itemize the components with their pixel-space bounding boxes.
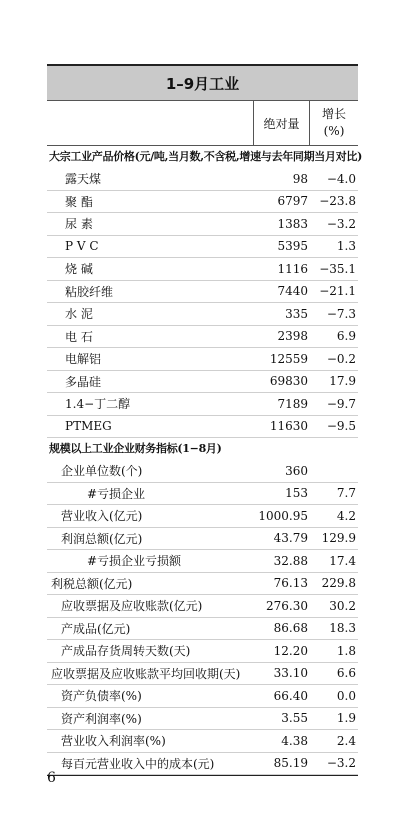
table-row	[47, 168, 358, 191]
table-row	[47, 618, 358, 641]
table-row	[47, 416, 358, 439]
header-growth	[309, 101, 358, 145]
row-growth: 18.3	[329, 621, 356, 636]
row-growth: −23.8	[319, 194, 356, 209]
row-label: 每百元营业收入中的成本(元)	[61, 756, 215, 771]
row-label: 资产利润率(%)	[61, 711, 142, 726]
row-value: 3.55	[281, 711, 308, 726]
row-growth: 229.8	[321, 576, 356, 591]
table-row	[47, 595, 358, 618]
row-label: 企业单位数(个)	[61, 464, 143, 479]
row-label: PTMEG	[65, 419, 112, 434]
row-value: 1000.95	[258, 508, 308, 523]
row-growth: 1.9	[336, 711, 356, 726]
row-value: 66.40	[273, 688, 308, 703]
table-row	[47, 281, 358, 304]
row-label: 多晶硅	[65, 374, 102, 389]
row-label: 资产负债率(%)	[61, 689, 142, 704]
table-row	[47, 708, 358, 731]
row-value: 12559	[269, 351, 308, 366]
row-growth: −7.3	[326, 306, 356, 321]
row-label: 电解铝	[65, 352, 102, 367]
table-row	[47, 573, 358, 596]
row-growth: 2.4	[336, 733, 356, 748]
row-value: 5395	[277, 239, 308, 254]
finance-rows	[47, 460, 358, 776]
table-row	[47, 753, 358, 776]
row-value: 335	[285, 306, 308, 321]
row-label: 营业收入利润率(%)	[61, 734, 166, 749]
table-row	[47, 640, 358, 663]
stats-table	[47, 64, 363, 776]
table-row	[47, 685, 358, 708]
row-label: P V C	[65, 239, 99, 254]
row-growth: −21.1	[319, 284, 356, 299]
row-label: 应收票据及应收账款平均回收期(天)	[51, 666, 241, 681]
row-growth: 30.2	[329, 598, 356, 613]
row-growth: 0.0	[336, 688, 356, 703]
table-row	[47, 505, 358, 528]
row-label: 水 泥	[65, 307, 93, 322]
table-header	[47, 101, 358, 146]
row-label: 聚 酯	[65, 194, 93, 209]
row-value: 2398	[277, 329, 308, 344]
row-growth: 17.9	[329, 374, 356, 389]
price-rows	[47, 168, 358, 438]
row-label: 烧 碱	[65, 262, 93, 277]
table-row	[47, 213, 358, 236]
row-label: 粘胶纤维	[65, 284, 114, 299]
row-growth: 17.4	[329, 553, 356, 568]
table-row	[47, 460, 358, 483]
row-value: 1383	[277, 216, 308, 231]
section-heading-prices: 大宗工业产品价格(元/吨,当月数,不含税,增速与去年同期当月对比)	[49, 150, 363, 163]
row-value: 43.79	[273, 531, 308, 546]
row-label: 产成品(亿元)	[61, 621, 131, 636]
table-row	[47, 393, 358, 416]
row-label: 产成品存货周转天数(天)	[61, 644, 191, 659]
row-growth: 129.9	[321, 531, 356, 546]
row-value: 360	[285, 463, 308, 478]
row-label: 1.4−丁二醇	[65, 397, 131, 412]
row-label: #亏损企业	[87, 486, 146, 501]
row-value: 153	[285, 486, 308, 501]
row-label: 营业收入(亿元)	[61, 509, 143, 524]
table-row	[47, 236, 358, 259]
row-label: 应收票据及应收账款(亿元)	[61, 599, 203, 614]
row-growth: 6.6	[336, 666, 356, 681]
row-value: 33.10	[273, 666, 308, 681]
row-value: 7189	[277, 396, 308, 411]
table-row	[47, 528, 358, 551]
row-growth: 7.7	[336, 486, 356, 501]
row-value: 6797	[277, 194, 308, 209]
table-row	[47, 483, 358, 506]
header-label-col	[47, 101, 253, 145]
table-row	[47, 730, 358, 753]
row-growth: −35.1	[319, 261, 356, 276]
table-row	[47, 663, 358, 686]
section-heading-finance: 规模以上工业企业财务指标(1−8月)	[49, 442, 222, 455]
row-value: 276.30	[266, 598, 308, 613]
header-growth-unit: (%)	[323, 124, 345, 138]
row-value: 85.19	[273, 756, 308, 771]
row-label: 露天煤	[65, 172, 102, 187]
table-title: 1–9月工业	[47, 64, 358, 101]
table-row	[47, 550, 358, 573]
row-value: 98	[292, 171, 308, 186]
row-value: 4.38	[281, 733, 308, 748]
table-row	[47, 258, 358, 281]
header-absolute: 绝对量	[253, 101, 309, 145]
row-value: 12.20	[273, 643, 308, 658]
row-growth: −3.2	[326, 756, 356, 771]
row-value: 76.13	[273, 576, 308, 591]
row-value: 86.68	[273, 621, 308, 636]
row-growth: −4.0	[326, 171, 356, 186]
row-growth: 1.3	[336, 239, 356, 254]
row-label: 利税总额(亿元)	[51, 576, 133, 591]
row-label: #亏损企业亏损额	[87, 554, 182, 569]
table-row	[47, 326, 358, 349]
table-row	[47, 371, 358, 394]
table-row	[47, 348, 358, 371]
row-growth: −3.2	[326, 216, 356, 231]
row-label: 电 石	[65, 329, 93, 344]
row-growth: 1.8	[336, 643, 356, 658]
row-growth: 6.9	[336, 329, 356, 344]
table-row	[47, 191, 358, 214]
row-value: 32.88	[273, 553, 308, 568]
row-label: 尿 素	[65, 217, 93, 232]
table-row	[47, 303, 358, 326]
row-value: 1116	[277, 261, 308, 276]
header-growth-label: 增长	[321, 107, 346, 121]
row-value: 7440	[277, 284, 308, 299]
row-label: 利润总额(亿元)	[61, 531, 143, 546]
row-growth: −9.5	[326, 419, 356, 434]
row-growth: −0.2	[326, 351, 356, 366]
row-growth: −9.7	[326, 396, 356, 411]
page-number: 6	[47, 770, 56, 786]
row-value: 11630	[269, 419, 308, 434]
row-value: 69830	[269, 374, 308, 389]
row-growth: 4.2	[336, 508, 356, 523]
